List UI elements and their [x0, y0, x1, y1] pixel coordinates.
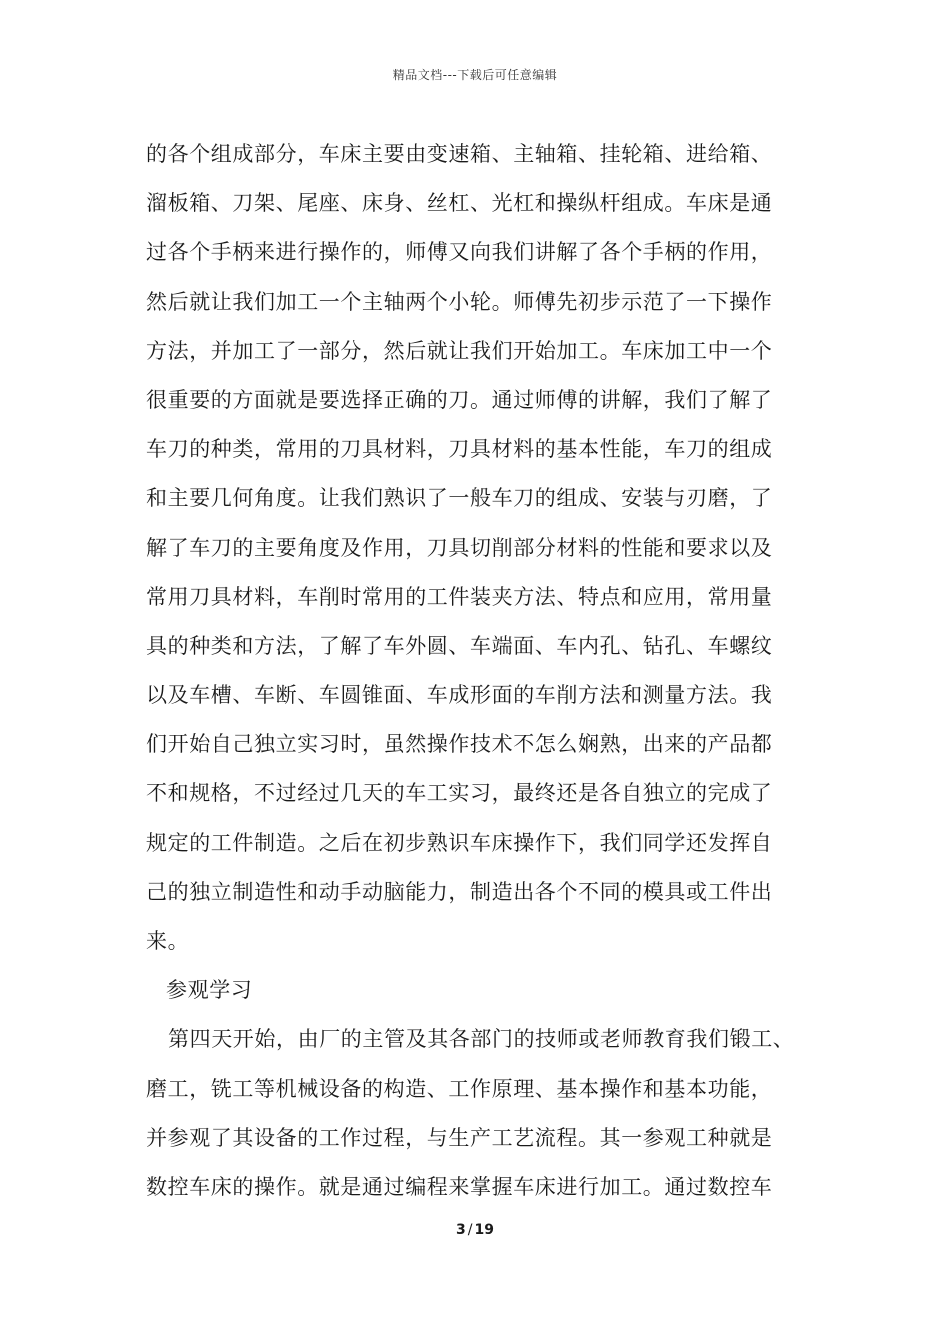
text-line: 很重要的方面就是要选择正确的刀。通过师傅的讲解，我们了解了	[146, 387, 773, 412]
page-separator: /	[467, 1222, 473, 1238]
text-line: 具的种类和方法，了解了车外圆、车端面、车内孔、钻孔、车螺纹	[146, 633, 773, 658]
total-pages: 19	[474, 1222, 494, 1238]
text-line: 第四天开始，由厂的主管及其各部门的技师或老师教育我们锻工、	[168, 1027, 795, 1052]
text-line: 己的独立制造性和动手动脑能力，制造出各个不同的模具或工件出	[146, 879, 773, 904]
text-line: 数控车床的操作。就是通过编程来掌握车床进行加工。通过数控车	[146, 1174, 773, 1199]
text-line: 和主要几何角度。让我们熟识了一般车刀的组成、安装与刃磨，了	[146, 486, 773, 511]
text-line: 规定的工件制造。之后在初步熟识车床操作下，我们同学还发挥自	[146, 830, 773, 855]
current-page: 3	[456, 1222, 466, 1238]
section-heading: 参观学习	[166, 978, 253, 1003]
page-number	[0, 1222, 950, 1238]
text-line: 然后就让我们加工一个主轴两个小轮。师傅先初步示范了一下操作	[146, 289, 773, 314]
page-header: 精品文档---下载后可任意编辑	[392, 68, 558, 82]
text-line: 常用刀具材料，车削时常用的工件装夹方法、特点和应用，常用量	[146, 584, 773, 609]
text-line: 磨工，铣工等机械设备的构造、工作原理、基本操作和基本功能，	[146, 1076, 773, 1101]
text-line: 方法，并加工了一部分，然后就让我们开始加工。车床加工中一个	[146, 338, 773, 363]
document-body	[146, 130, 822, 1212]
text-line: 解了车刀的主要角度及作用，刀具切削部分材料的性能和要求以及	[146, 535, 773, 560]
text-line: 并参观了其设备的工作过程，与生产工艺流程。其一参观工种就是	[146, 1125, 773, 1150]
text-line: 溜板箱、刀架、尾座、床身、丝杠、光杠和操纵杆组成。车床是通	[146, 191, 773, 216]
text-line: 过各个手柄来进行操作的，师傅又向我们讲解了各个手柄的作用，	[146, 240, 773, 265]
text-line: 车刀的种类，常用的刀具材料，刀具材料的基本性能，车刀的组成	[146, 437, 773, 462]
text-line: 不和规格，不过经过几天的车工实习，最终还是各自独立的完成了	[146, 781, 773, 806]
text-line: 来。	[146, 929, 190, 953]
text-line: 的各个组成部分，车床主要由变速箱、主轴箱、挂轮箱、进给箱、	[146, 142, 773, 166]
text-line: 们开始自己独立实习时，虽然操作技术不怎么娴熟，出来的产品都	[146, 732, 773, 757]
text-line: 以及车槽、车断、车圆锥面、车成形面的车削方法和测量方法。我	[146, 683, 773, 708]
